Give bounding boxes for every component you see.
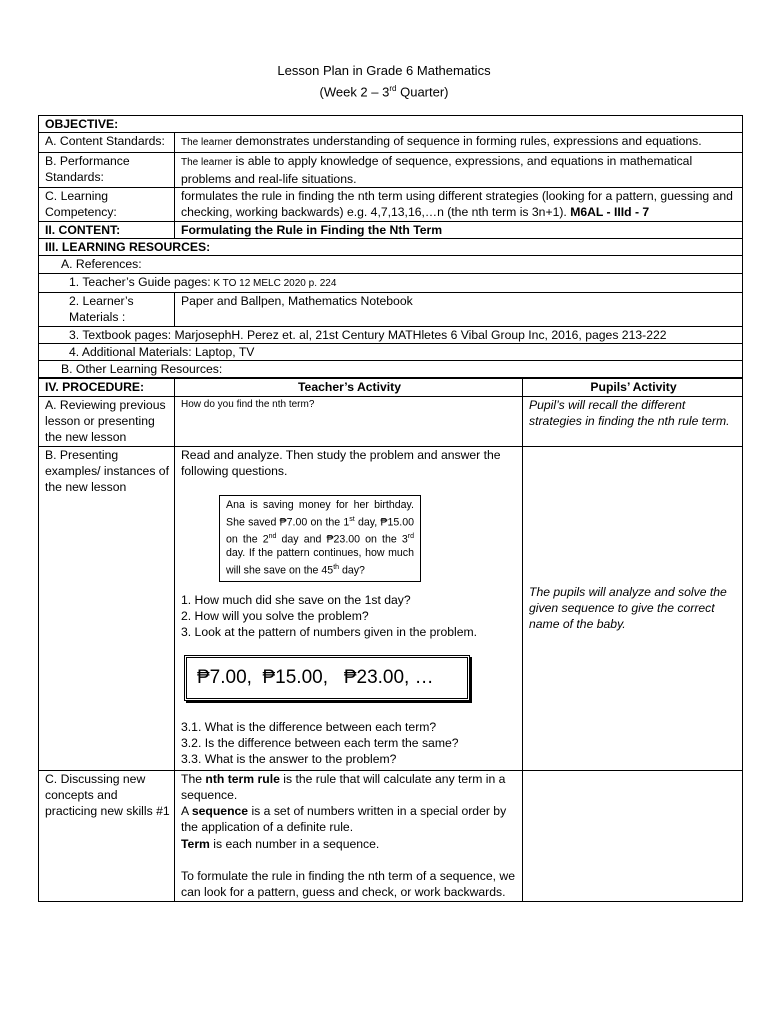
performance-standards-row [39, 152, 743, 188]
other-resources-row [39, 361, 743, 379]
learners-materials-label: 2. Learner’s Materials : [39, 292, 175, 326]
word-problem-box: Ana is saving money for her birthday. She saved ₱7.00 on the 1st day, ₱15.00 on the 2nd day and ₱23.00 on the 3rd day. If the pattern continues, how much will she save on the 45th day? [219, 495, 421, 582]
pupils-activity-heading: Pupils’ Activity [523, 378, 743, 396]
procedure-c-teacher [175, 770, 523, 901]
definition-nth-term: The nth term rule is the rule that will calculate any term in a sequence. [181, 771, 506, 802]
procedure-b-pupils: The pupils will analyze and solve the given sequence to give the correct name of the baby. [523, 446, 743, 770]
teachers-guide-row [39, 273, 743, 292]
content-row [39, 221, 743, 238]
procedure-heading: IV. PROCEDURE: [39, 378, 175, 396]
procedure-b-intro: Read and analyze. Then study the problem and answer the following questions. [181, 447, 501, 478]
learners-materials-value: Paper and Ballpen, Mathematics Notebook [175, 292, 743, 326]
objective-heading: OBJECTIVE: [39, 116, 743, 133]
content-label: II. CONTENT: [39, 221, 175, 238]
procedure-b-row [39, 446, 743, 770]
textbook-row [39, 326, 743, 343]
procedure-b-teacher [175, 446, 523, 770]
definition-term: Term is each number in a sequence. [181, 836, 380, 851]
teachers-guide-text: 1. Teacher’s Guide pages: K TO 12 MELC 2020 p. 224 [39, 273, 743, 292]
performance-standards-text: The learner is able to apply knowledge of sequence, expressions, and equations in mathematical problems and real-life situations. [175, 152, 743, 188]
references-row [39, 256, 743, 273]
question-2: 2. How will you solve the problem? [181, 609, 369, 624]
procedure-c-row [39, 770, 743, 901]
learning-competency-text: formulates the rule in finding the nth term using different strategies (looking for a pattern, guessing and checking, working backwards) e.g. 4,7,13,16,…n (the nth term is 3n+1). M6AL - IIId - 7 [175, 188, 743, 222]
learners-materials-row [39, 292, 743, 326]
content-standards-label: A. Content Standards: [39, 133, 175, 152]
lesson-plan-table [38, 115, 743, 902]
question-1: 1. How much did she save on the 1st day? [181, 592, 411, 607]
question-list [181, 592, 518, 641]
procedure-a-pupils: Pupil’s will recall the different strategies in finding the nth rule term. [523, 396, 743, 446]
content-standards-text: The learner demonstrates understanding of sequence in forming rules, expressions and equations. [175, 133, 743, 152]
procedure-c-label: C. Discussing new concepts and practicing new skills #1 [39, 770, 175, 901]
content-standards-row [39, 133, 743, 152]
performance-standards-label: B. Performance Standards: [39, 152, 175, 188]
procedure-b-label: B. Presenting examples/ instances of the new lesson [39, 446, 175, 770]
textbook-text: 3. Textbook pages: MarjosephH. Perez et. al, 21st Century MATHletes 6 Vibal Group Inc, 2016, pages 213-222 [39, 326, 743, 343]
question-3-2: 3.2. Is the difference between each term the same? [181, 735, 459, 750]
procedure-a-teacher: How do you find the nth term? [175, 396, 523, 446]
procedure-a-label: A. Reviewing previous lesson or presenting the new lesson [39, 396, 175, 446]
sequence-box: ₱7.00, ₱15.00, ₱23.00, … [184, 655, 470, 701]
formulation-strategies: To formulate the rule in finding the nth term of a sequence, we can look for a pattern, guess and check, or work backwards. [181, 869, 515, 900]
additional-materials-text: 4. Additional Materials: Laptop, TV [39, 343, 743, 360]
sub-question-list [181, 719, 518, 768]
additional-materials-row [39, 343, 743, 360]
question-3-1: 3.1. What is the difference between each term? [181, 719, 437, 734]
objective-heading-row [39, 116, 743, 133]
title-line-1: Lesson Plan in Grade 6 Mathematics [277, 63, 491, 78]
competency-code: M6AL - IIId - 7 [570, 205, 650, 220]
references-label: A. References: [39, 256, 743, 273]
resources-heading-row [39, 239, 743, 256]
resources-heading: III. LEARNING RESOURCES: [39, 239, 743, 256]
title-line-2: (Week 2 – 3rd Quarter) [319, 84, 449, 100]
learning-competency-row [39, 188, 743, 222]
procedure-a-row [39, 396, 743, 446]
teacher-activity-heading: Teacher’s Activity [175, 378, 523, 396]
definition-sequence: A sequence is a set of numbers written in a special order by the application of a definite rule. [181, 804, 507, 835]
question-3-3: 3.3. What is the answer to the problem? [181, 752, 397, 767]
question-3: 3. Look at the pattern of numbers given in the problem. [181, 625, 478, 640]
learning-competency-label: C. Learning Competency: [39, 188, 175, 222]
other-resources-text: B. Other Learning Resources: [39, 361, 743, 379]
procedure-c-pupils [523, 770, 743, 901]
procedure-heading-row [39, 378, 743, 396]
content-value: Formulating the Rule in Finding the Nth Term [175, 221, 743, 238]
document-title [0, 62, 768, 101]
